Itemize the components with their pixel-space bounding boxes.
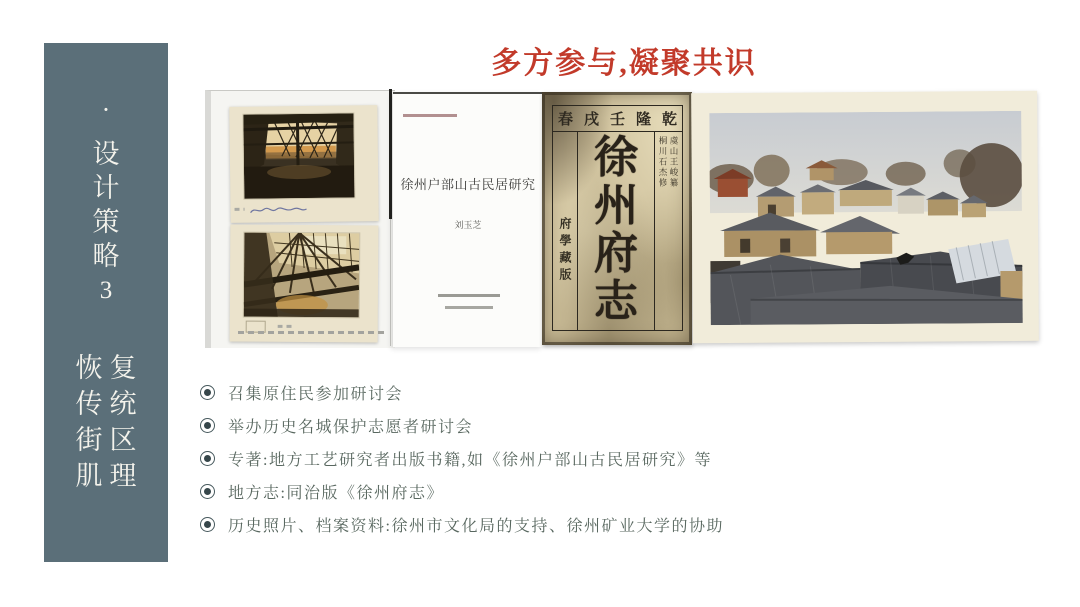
handwritten-caption xyxy=(248,204,308,217)
small-print-publisher-line1 xyxy=(438,294,500,297)
list-item: 专著:地方工艺研究者出版书籍,如《徐州户部山古民居研究》等 xyxy=(200,442,880,475)
list-item: 历史照片、档案资料:徐州市文化局的支持、徐州矿业大学的协助 xyxy=(200,508,880,541)
target-bullet-icon xyxy=(200,418,215,433)
page-title: 多方参与,凝聚共识 xyxy=(491,47,757,80)
gazetteer-frame xyxy=(552,105,683,331)
village-photo-mount xyxy=(691,91,1039,343)
gazetteer-main-title: 徐 州 府 志 xyxy=(594,133,638,326)
roof-truss-photo-1 xyxy=(242,112,355,199)
sidebar-strategy-banner xyxy=(44,43,168,562)
book-spine-shadow xyxy=(389,89,392,219)
list-item: 地方志:同治版《徐州府志》 xyxy=(200,475,880,508)
archive-photo-card-top xyxy=(229,105,378,223)
gazetteer-compilers-column xyxy=(654,132,682,330)
gazetteer-edition-mark: 府學藏版 xyxy=(558,217,572,285)
gazetteer-cover xyxy=(542,92,692,345)
caption-mark xyxy=(278,325,294,328)
sidebar-dot: · xyxy=(101,95,111,124)
small-print-header xyxy=(403,114,457,117)
small-print-publisher-line2 xyxy=(445,306,493,309)
bullet-list xyxy=(200,376,880,541)
book-author: 刘玉芝 xyxy=(454,220,482,230)
gazetteer-compiler-2: 虞山王峻纂 xyxy=(669,136,679,189)
roof-truss-photo-2 xyxy=(243,232,361,319)
gazetteer-left-column xyxy=(553,132,578,330)
village-rooftops-photo xyxy=(709,111,1022,325)
target-bullet-icon xyxy=(200,385,215,400)
target-bullet-icon xyxy=(200,451,215,466)
sidebar-strategy-subtitle: 恢 复 传 统 街 区 肌 理 xyxy=(75,352,137,491)
list-item: 召集原住民参加研讨会 xyxy=(200,376,880,409)
caption-mark xyxy=(235,208,245,211)
target-bullet-icon xyxy=(200,484,215,499)
book-title-page xyxy=(393,92,543,347)
sidebar-strategy-title: 设 计 策 略 xyxy=(92,139,120,271)
list-item: 举办历史名城保护志愿者研讨会 xyxy=(200,409,880,442)
book-spine-shadow-light xyxy=(390,219,391,346)
book-title: 徐州户部山古民居研究 xyxy=(400,177,536,192)
target-bullet-icon xyxy=(200,517,215,532)
typed-caption-line xyxy=(238,331,388,334)
gazetteer-compiler-1: 桐川石杰修 xyxy=(658,136,668,189)
sidebar-strategy-number: 3 xyxy=(99,277,113,304)
archive-photo-card-bottom xyxy=(230,224,379,342)
gazetteer-era-row: 春 戌 壬 隆 乾 xyxy=(553,106,682,132)
